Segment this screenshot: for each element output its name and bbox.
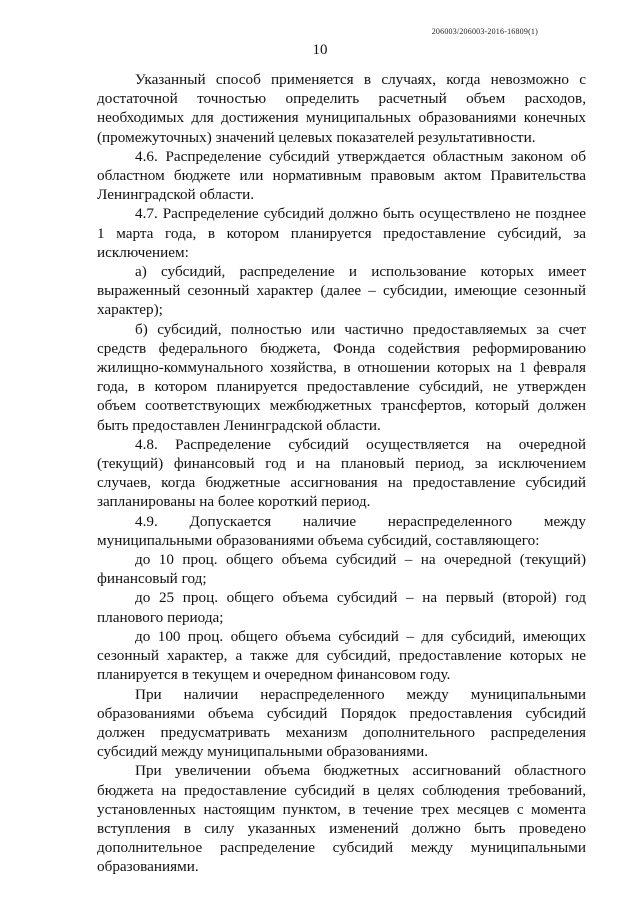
document-body [97,70,586,877]
paragraph-method-note: Указанный способ применяется в случаях, когда невозможно с достаточной точностью определить расчетный объем расходов, необходимых для достижения муниципальных образованиями конечных (промежуточных) значений целевых показателей результативности. [97,71,586,146]
paragraph-4-6: 4.6. Распределение субсидий утверждается областным законом об областном бюджете или нормативным правовым актом Правительства Ленинградской области. [97,147,586,204]
document-id: 206003/206003-2016-16809(1) [431,27,538,36]
paragraph-4-8: 4.8. Распределение субсидий осуществляется на очередной (текущий) финансовый год и на плановый период, за исключением случаев, когда бюджетные ассигнования на предоставление субсидий запланированы на более короткий период. [97,435,586,511]
paragraph-undistributed: При наличии нераспределенного между муниципальными образованиями объема субсидий Порядок предоставления субсидий должен предусматривать механизм дополнительного распределения субсидий между муниципальными образованиями. [97,685,586,761]
paragraph-4-7: 4.7. Распределение субсидий должно быть осуществлено не позднее 1 марта года, в котором планируется предоставление субсидий, за исключением: [97,205,586,261]
paragraph-4-9: 4.9. Допускается наличие нераспределенного между муниципальными образованиями объема субсидий, составляющего: [97,512,586,549]
paragraph-4-7-a: а) субсидий, распределение и использование которых имеет выраженный сезонный характер (далее – субсидии, имеющие сезонный характер); [97,263,586,319]
paragraph-limit-100: до 100 проц. общего объема субсидий – для субсидий, имеющих сезонный характер, а также для субсидий, предоставление которых не планируется в текущем и очередном финансовом году. [97,627,586,684]
paragraph-4-7-b: б) субсидий, полностью или частично предоставляемых за счет средств федерального бюджета, Фонда содействия реформированию жилищно-коммунального хозяйства, в отношении которых на 1 февраля года, в котором планируется предоставление субсидий, не утвержден объем соответствующих межбюджетных трансфертов, который должен быть предоставлен Ленинградской области. [97,320,586,434]
paragraph-limit-25: до 25 проц. общего объема субсидий – на первый (второй) год планового периода; [97,589,586,626]
page-number: 10 [312,42,328,58]
paragraph-limit-10: до 10 проц. общего объема субсидий – на очередной (текущий) финансовый год; [97,551,586,588]
paragraph-increase: При увеличении объема бюджетных ассигнований областного бюджета на предоставление субсидий в целях соблюдения требований, установленных настоящим пунктом, в течение трех месяцев с момента вступления в силу указанных изменений должно быть проведено дополнительное распределение субсидий между муниципальными образованиями. [97,762,586,876]
